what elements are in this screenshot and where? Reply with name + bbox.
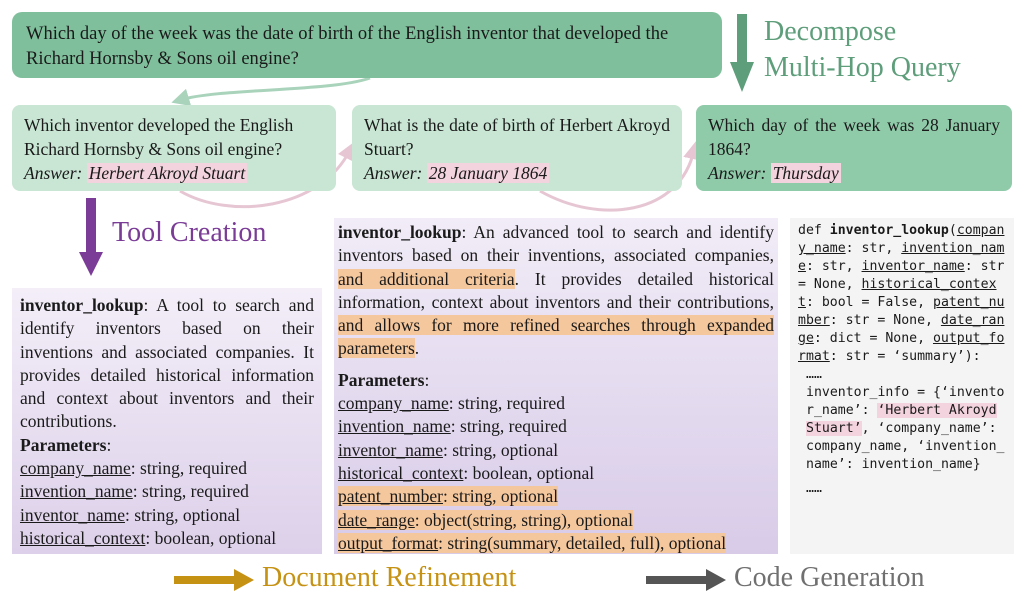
code-signature-text: : dict = None,: [813, 331, 933, 346]
code-signature-text: (: [948, 223, 957, 238]
decompose-label: [764, 14, 961, 86]
subquery-2-answer-label: Answer:: [364, 163, 423, 183]
code-function-name: inventor_lookup: [829, 223, 949, 238]
subquery-3-question: Which day of the week was 28 January 1864?: [708, 115, 1000, 159]
refined-param-desc: : string, optional: [442, 439, 559, 460]
initial-param-row: [20, 457, 314, 480]
refined-param-name: inventor_name: [338, 439, 443, 460]
initial-param-name: historical_context: [20, 527, 146, 548]
code-signature-text: : str,: [805, 259, 862, 274]
initial-params-list: [20, 457, 314, 550]
initial-tool-description-block: [20, 294, 314, 434]
subquery-1-question: Which inventor developed the English Richard Hornsby & Sons oil engine?: [24, 115, 294, 159]
refined-param-row: [338, 392, 774, 415]
code-body-highlight: ‘Herbert Akroyd Stuart’: [806, 403, 997, 436]
document-refinement-label: Document Refinement: [262, 562, 517, 593]
refined-param-desc: : string, required: [450, 416, 567, 437]
refined-param-name: patent_number: [338, 486, 443, 507]
refined-desc-highlight-1: and additional criteria: [338, 268, 515, 289]
refined-param-row-new: [338, 532, 774, 555]
refined-param-name: historical_context: [338, 462, 464, 483]
code-signature-text: : str = ‘summary’):: [829, 349, 981, 364]
refined-params-title: Parameters: [338, 369, 425, 390]
code-body: [798, 384, 1006, 474]
subquery-3-answer: Thursday: [772, 163, 839, 183]
initial-tool-name: inventor_lookup: [20, 295, 144, 315]
refined-tool-doc: [334, 218, 778, 554]
code-param-name: company_name: [798, 223, 1005, 256]
initial-params-colon: :: [106, 434, 112, 455]
refined-param-desc: : object(string, string), optional: [414, 509, 633, 530]
subquery-1-answer-label: Answer:: [24, 163, 83, 183]
subquery-2-answer: 28 January 1864: [428, 163, 548, 183]
refined-desc-end: .: [414, 338, 420, 359]
refined-desc-part2: . It provides detailed historical information, context about inventors and their contributions,: [338, 268, 775, 312]
code-generation-arrow: [646, 569, 726, 591]
subquery-3-answer-label: Answer:: [708, 163, 767, 183]
generated-code-block: [790, 218, 1014, 554]
tool-creation-label: Tool Creation: [112, 217, 267, 248]
subquery-1-answer: Herbert Akroyd Stuart: [88, 163, 246, 183]
initial-param-desc: : string, optional: [124, 504, 241, 525]
initial-param-name: company_name: [20, 458, 131, 479]
code-param-name: inventor_name: [861, 259, 965, 274]
initial-param-desc: : string, required: [130, 458, 247, 479]
refined-param-name: company_name: [338, 393, 449, 414]
main-query-text: Which day of the week was the date of birth of the English inventor that developed the Richard Hornsby & Sons oil engine?: [26, 24, 669, 69]
initial-tool-description: : A tool to search and identify inventors based on their inventions and associated companies. It provides detailed historical information and context about inventors and their contributions.: [20, 295, 314, 432]
refined-param-desc: : string, required: [448, 393, 565, 414]
tool-creation-arrow: [79, 198, 103, 276]
decompose-label-line1: Decompose: [764, 16, 897, 47]
decompose-label-line2: Multi-Hop Query: [764, 52, 961, 83]
code-signature-text: : str = None,: [798, 259, 1005, 292]
refined-tool-description-block: [338, 221, 774, 361]
code-signature-text: : str = None,: [829, 313, 941, 328]
initial-param-name: inventor_name: [20, 504, 125, 525]
subquery-3-box: [696, 105, 1012, 191]
initial-params-heading: [20, 434, 314, 457]
initial-param-row: [20, 527, 314, 550]
subquery-1-box: [12, 105, 336, 191]
code-signature-args: [798, 223, 1004, 364]
code-param-name: date_range: [798, 313, 1005, 346]
initial-param-desc: : string, required: [132, 481, 249, 502]
refined-params-heading: [338, 369, 774, 392]
code-ellipsis-1: ……: [806, 367, 822, 382]
initial-param-name: invention_name: [20, 481, 133, 502]
code-signature: [798, 222, 1006, 366]
refined-param-name: date_range: [338, 509, 415, 530]
refined-params-colon: :: [424, 369, 430, 390]
subquery-2-box: [352, 105, 682, 191]
initial-params-title: Parameters: [20, 434, 107, 455]
code-param-name: historical_context: [798, 277, 997, 310]
refined-param-row: [338, 415, 774, 438]
refined-param-row-new: [338, 485, 774, 508]
refined-param-name: output_format: [338, 532, 439, 553]
refined-desc-part1: : An advanced tool to search and identify inventors based on their inventions, associated companies,: [338, 222, 774, 266]
refined-param-row-new: [338, 509, 774, 532]
initial-param-row: [20, 504, 314, 527]
decompose-arrow: [730, 14, 754, 92]
query-to-subquery-1-connector: [180, 78, 370, 100]
refined-param-name: invention_name: [338, 416, 451, 437]
refined-param-row: [338, 439, 774, 462]
subquery-2-question: What is the date of birth of Herbert Akroyd Stuart?: [364, 115, 670, 159]
initial-tool-doc: [12, 288, 322, 554]
refined-param-desc: : string, optional: [442, 486, 559, 507]
initial-param-row: [20, 480, 314, 503]
code-body-a: inventor_info = {‘inventor_name’:: [806, 385, 1005, 418]
main-query-box: [12, 12, 722, 78]
document-refinement-arrow: [174, 569, 254, 591]
code-ellipsis-2: ……: [806, 481, 822, 496]
code-param-name: patent_number: [798, 295, 1005, 328]
refined-param-desc: : string(summary, detailed, full), optional: [438, 532, 727, 553]
code-def-keyword: def: [798, 223, 830, 238]
refined-tool-name: inventor_lookup: [338, 222, 462, 242]
initial-param-desc: : boolean, optional: [145, 527, 277, 548]
refined-param-row: [338, 462, 774, 485]
refined-param-desc: : boolean, optional: [463, 462, 595, 483]
code-signature-text: : bool = False,: [805, 295, 933, 310]
code-signature-text: : str,: [845, 241, 902, 256]
refined-desc-highlight-2: and allows for more refined searches through expanded parameters: [338, 315, 774, 359]
code-generation-label: Code Generation: [734, 562, 925, 593]
code-param-name: invention_name: [798, 241, 1005, 274]
code-param-name: output_format: [798, 331, 1005, 364]
refined-params-list: [338, 392, 774, 555]
code-body-b: , ‘company_name’: company_name, ‘invention_name’: invention_name}: [806, 421, 1005, 472]
